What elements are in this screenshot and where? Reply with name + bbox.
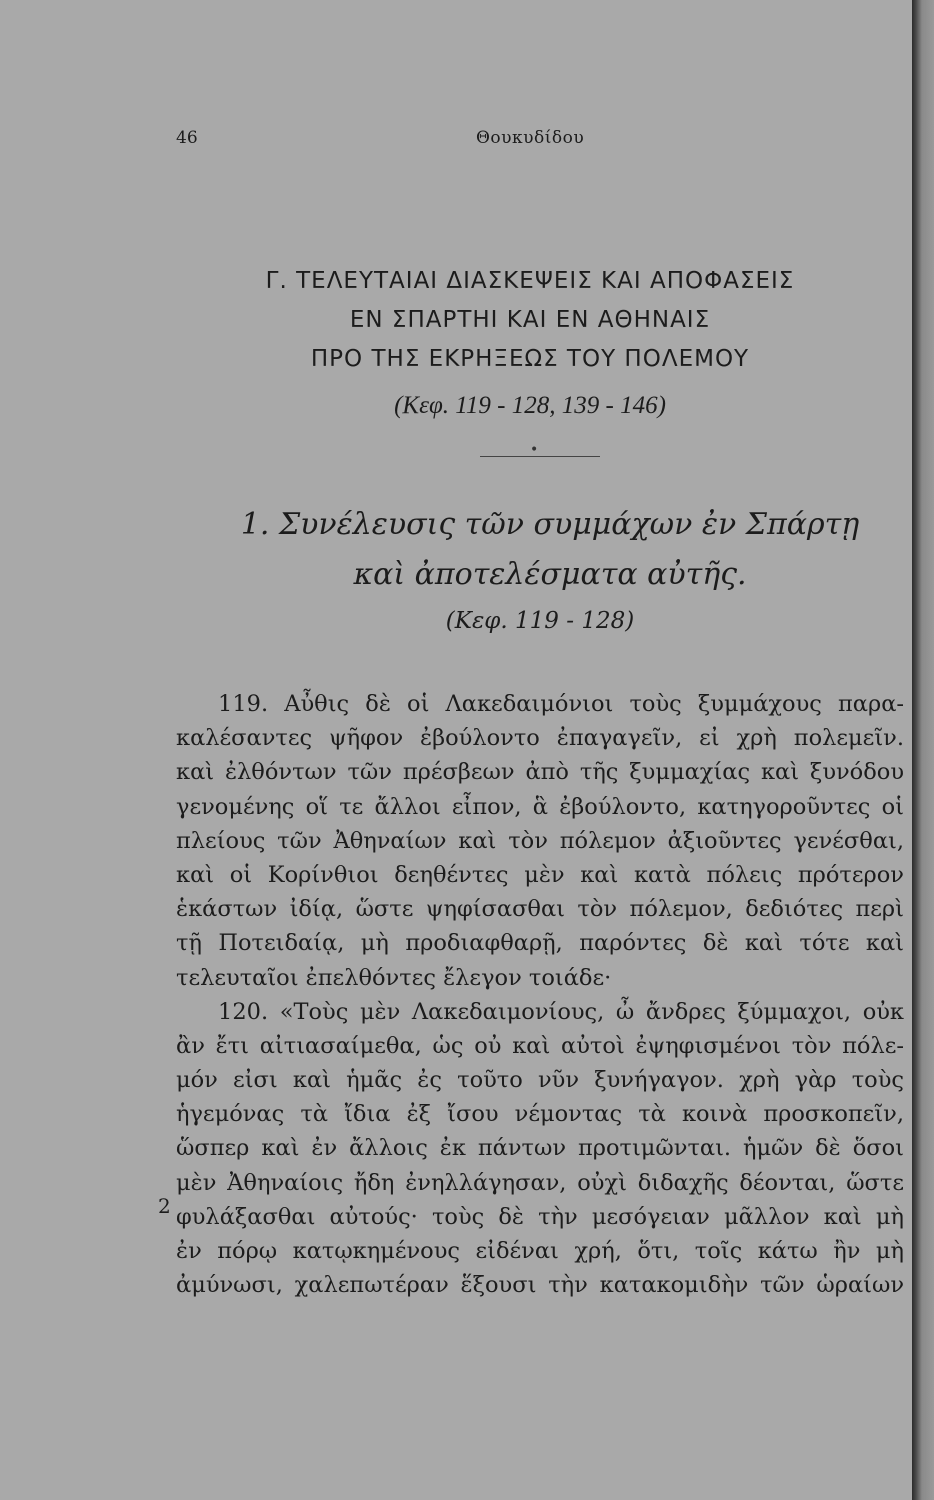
text-line: ἑκάστων ἰδίᾳ, ὥστε ψηφίσασθαι τὸν πόλεμον, δεδιότες περὶ [176, 896, 904, 923]
text-line: καὶ οἱ Κορίνθιοι δεηθέντες μὲν καὶ κατὰ πόλεις πρότερον [176, 861, 904, 888]
text-line: ἂν ἔτι αἰτιασαίμεθα, ὡς οὐ καὶ αὐτοὶ ἐψηφισμένοι τὸν πόλε- [176, 1032, 904, 1059]
section-heading-line: ΠΡΟ ΤΗΣ ΕΚΡΗΞΕΩΣ ΤΟΥ ΠΟΛΕΜΟΥ [310, 346, 750, 372]
section-heading-line: ΕΝ ΣΠΑΡΤΗΙ ΚΑΙ ΕΝ ΑΘΗΝΑΙΣ [349, 307, 711, 333]
subsection-chapter-reference: (Κεφ. 119 - 128) [445, 608, 635, 634]
text-line: 119. Αὖθις δὲ οἱ Λακεδαιμόνιοι τοὺς ξυμμάχους παρα- [218, 691, 904, 717]
section-heading [220, 262, 840, 379]
body-text [176, 687, 904, 1302]
margin-line-number: 2 [158, 1194, 171, 1218]
text-line: καλέσαντες ψῆφον ἐβούλοντο ἐπαγαγεῖν, εἰ χρὴ πολεμεῖν. [176, 725, 904, 752]
text-line: φυλάξασθαι αὐτούς· τοὺς δὲ τὴν μεσόγειαν μᾶλλον καὶ μὴ [176, 1203, 904, 1230]
ornamental-divider [480, 456, 600, 459]
text-line: τελευταῖοι ἐπελθόντες ἔλεγον τοιάδε· [176, 964, 612, 991]
text-line: ὥσπερ καὶ ἐν ἄλλοις ἐκ πάντων προτιμῶνται. ἡμῶν δὲ ὅσοι [176, 1135, 904, 1162]
text-line: τῇ Ποτειδαίᾳ, μὴ προδιαφθαρῇ, παρόντες δὲ καὶ τότε καὶ [176, 930, 904, 957]
subsection-heading [240, 500, 860, 600]
page-number: 46 [176, 128, 198, 148]
section-heading-line: Γ. ΤΕΛΕΥΤΑΙΑΙ ΔΙΑΣΚΕΨΕΙΣ ΚΑΙ ΑΠΟΦΑΣΕΙΣ [265, 268, 795, 294]
text-line: 120. «Τοὺς μὲν Λακεδαιμονίους, ὦ ἄνδρες ξύμμαχοι, οὐκ [218, 998, 904, 1025]
running-title: Θουκυδίδου [476, 128, 585, 148]
text-line: ἡγεμόνας τὰ ἴδια ἐξ ἴσου νέμοντας τὰ κοινὰ προσκοπεῖν, [176, 1101, 904, 1128]
running-head [176, 128, 736, 158]
text-line: μὲν Ἀθηναίοις ἤδη ἐνηλλάγησαν, οὐχὶ διδαχῆς δέονται, ὥστε [176, 1169, 904, 1196]
subsection-heading-line: 1. Συνέλευσις τῶν συμμάχων ἐν Σπάρτῃ [240, 507, 860, 542]
text-line: ἐν πόρῳ κατῳκημένους εἰδέναι χρή, ὅτι, τοῖς κάτω ἢν μὴ [176, 1238, 904, 1264]
page-edge-shadow [912, 0, 934, 1500]
text-line: καὶ ἐλθόντων τῶν πρέσβεων ἀπὸ τῆς ξυμμαχίας καὶ ξυνόδου [176, 759, 904, 786]
text-line: γενομένης οἵ τε ἄλλοι εἶπον, ἃ ἐβούλοντο, κατηγοροῦντες οἱ [176, 793, 904, 820]
section-chapter-reference: (Κεφ. 119 - 128, 139 - 146) [394, 392, 666, 419]
subsection-heading-line: καὶ ἀποτελέσματα αὐτῆς. [353, 557, 747, 592]
text-line: ἀμύνωσι, χαλεπωτέραν ἕξουσι τὴν κατακομιδὴν τῶν ὡραίων [176, 1272, 904, 1299]
text-line: μόν εἰσι καὶ ἡμᾶς ἐς τοῦτο νῦν ξυνήγαγον. χρὴ γὰρ τοὺς [176, 1067, 904, 1094]
text-line: πλείους τῶν Ἀθηναίων καὶ τὸν πόλεμον ἀξιοῦντες γενέσθαι, [176, 827, 904, 854]
divider-dot-icon: • [530, 442, 539, 458]
